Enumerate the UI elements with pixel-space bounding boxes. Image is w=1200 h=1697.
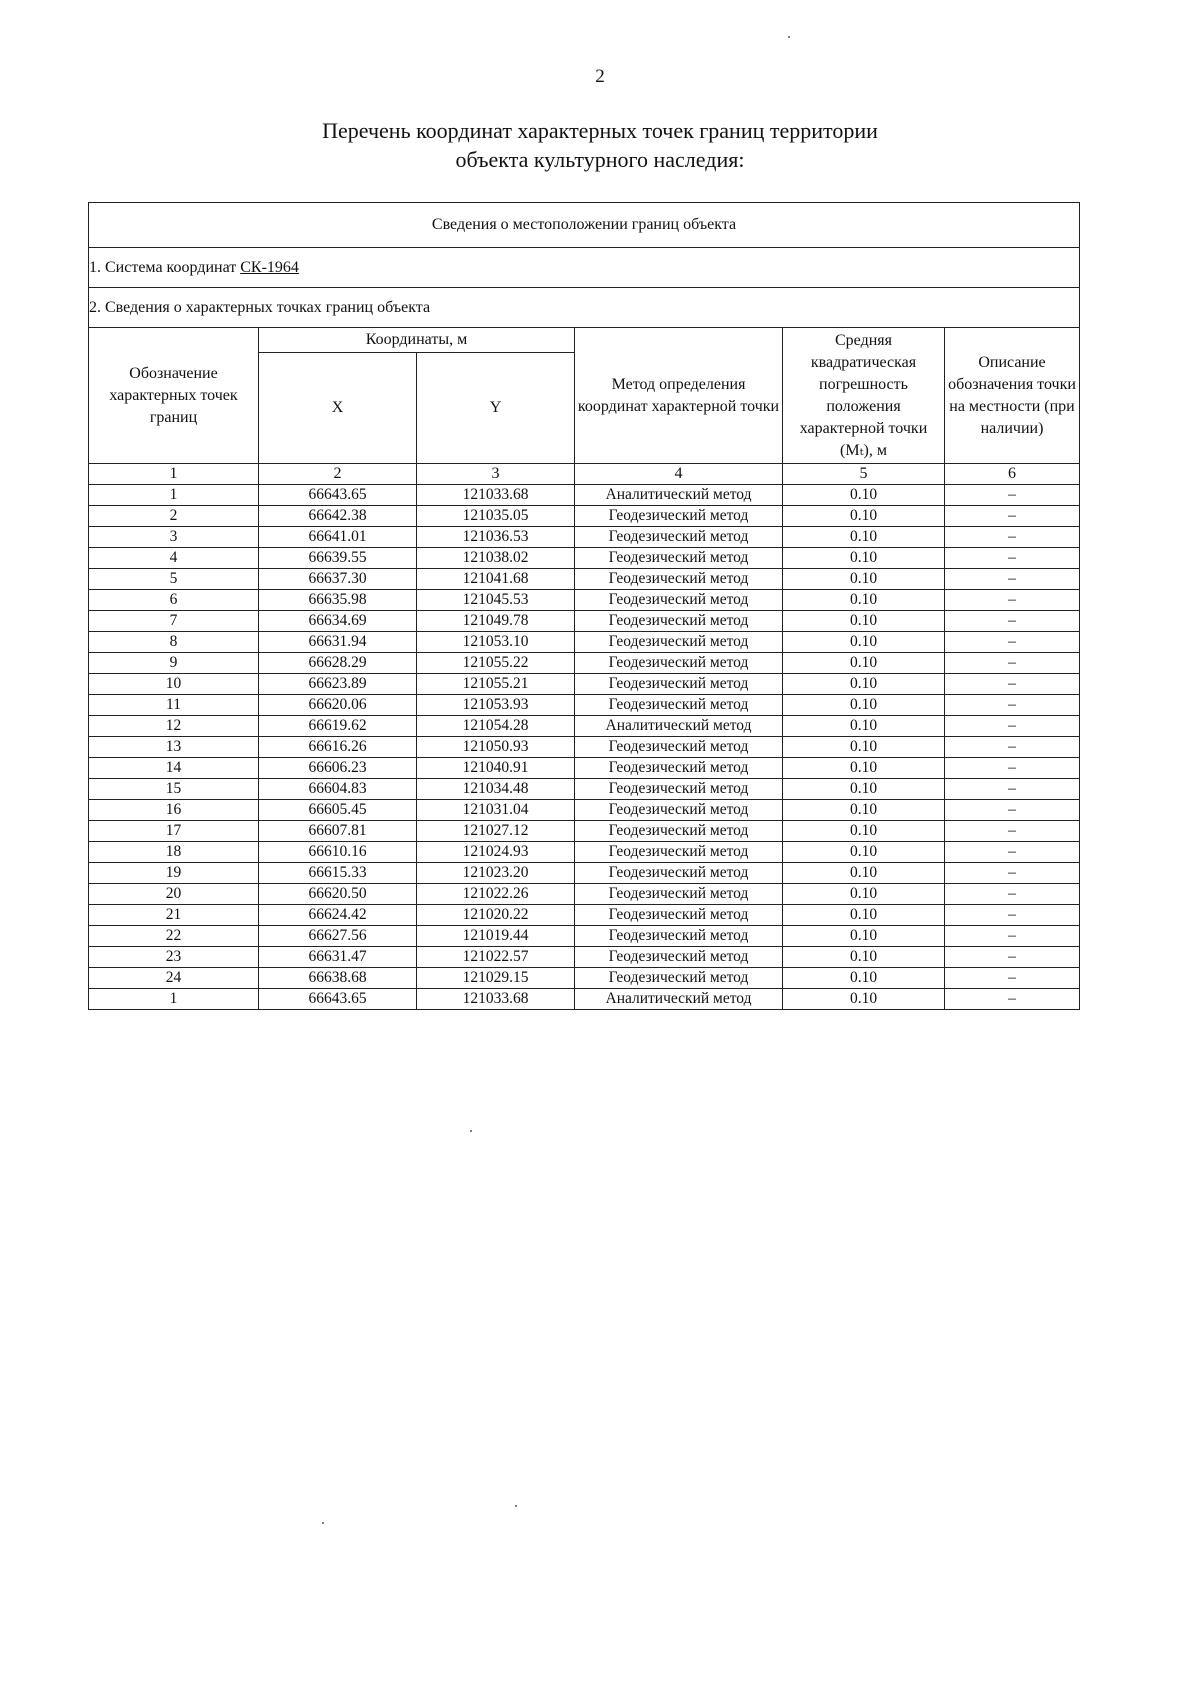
- method-cell: Геодезический метод: [575, 863, 783, 884]
- document-title: [0, 116, 1200, 174]
- table-body: [89, 485, 1080, 1010]
- point-number-cell: 6: [89, 590, 259, 611]
- scan-speck: [788, 36, 790, 38]
- method-cell: Геодезический метод: [575, 527, 783, 548]
- table-row: [89, 758, 1080, 779]
- description-cell: –: [945, 674, 1080, 695]
- y-coordinate-cell: 121024.93: [417, 842, 575, 863]
- table-row: [89, 905, 1080, 926]
- x-coordinate-cell: 66610.16: [259, 842, 417, 863]
- point-number-cell: 21: [89, 905, 259, 926]
- scan-speck: [470, 1130, 472, 1132]
- point-number-cell: 18: [89, 842, 259, 863]
- point-number-cell: 23: [89, 947, 259, 968]
- x-coordinate-cell: 66634.69: [259, 611, 417, 632]
- description-cell: –: [945, 485, 1080, 506]
- error-cell: 0.10: [783, 905, 945, 926]
- method-cell: Аналитический метод: [575, 989, 783, 1010]
- table-row: [89, 632, 1080, 653]
- method-cell: Геодезический метод: [575, 611, 783, 632]
- x-coordinate-cell: 66628.29: [259, 653, 417, 674]
- method-cell: Геодезический метод: [575, 968, 783, 989]
- method-cell: Геодезический метод: [575, 506, 783, 527]
- header-method: Метод определения координат характерной точки: [575, 328, 783, 464]
- error-cell: 0.10: [783, 590, 945, 611]
- error-cell: 0.10: [783, 947, 945, 968]
- method-cell: Геодезический метод: [575, 905, 783, 926]
- table-row: [89, 968, 1080, 989]
- description-cell: –: [945, 737, 1080, 758]
- point-number-cell: 20: [89, 884, 259, 905]
- error-cell: 0.10: [783, 758, 945, 779]
- y-coordinate-cell: 121050.93: [417, 737, 575, 758]
- description-cell: –: [945, 821, 1080, 842]
- method-cell: Геодезический метод: [575, 737, 783, 758]
- table-row: [89, 611, 1080, 632]
- point-number-cell: 2: [89, 506, 259, 527]
- x-coordinate-cell: 66619.62: [259, 716, 417, 737]
- header-designation: Обозначение характерных точек границ: [89, 328, 259, 464]
- y-coordinate-cell: 121033.68: [417, 485, 575, 506]
- x-coordinate-cell: 66620.06: [259, 695, 417, 716]
- y-coordinate-cell: 121022.26: [417, 884, 575, 905]
- method-cell: Геодезический метод: [575, 674, 783, 695]
- description-cell: –: [945, 947, 1080, 968]
- method-cell: Геодезический метод: [575, 926, 783, 947]
- y-coordinate-cell: 121053.93: [417, 695, 575, 716]
- error-cell: 0.10: [783, 653, 945, 674]
- point-number-cell: 15: [89, 779, 259, 800]
- error-cell: 0.10: [783, 569, 945, 590]
- description-cell: –: [945, 527, 1080, 548]
- table-row: [89, 821, 1080, 842]
- coord-system: [89, 248, 1080, 288]
- section-title: Сведения о местоположении границ объекта: [89, 203, 1080, 248]
- table-row: [89, 527, 1080, 548]
- method-cell: Аналитический метод: [575, 716, 783, 737]
- point-number-cell: 22: [89, 926, 259, 947]
- method-cell: Геодезический метод: [575, 800, 783, 821]
- description-cell: –: [945, 863, 1080, 884]
- point-number-cell: 24: [89, 968, 259, 989]
- description-cell: –: [945, 653, 1080, 674]
- table-row: [89, 926, 1080, 947]
- x-coordinate-cell: 66623.89: [259, 674, 417, 695]
- description-cell: –: [945, 590, 1080, 611]
- x-coordinate-cell: 66635.98: [259, 590, 417, 611]
- x-coordinate-cell: 66631.94: [259, 632, 417, 653]
- error-cell: 0.10: [783, 632, 945, 653]
- section-title-row: [89, 203, 1080, 248]
- coordinates-table: [88, 202, 1080, 1010]
- x-coordinate-cell: 66624.42: [259, 905, 417, 926]
- y-coordinate-cell: 121045.53: [417, 590, 575, 611]
- method-cell: Геодезический метод: [575, 821, 783, 842]
- error-cell: 0.10: [783, 695, 945, 716]
- y-coordinate-cell: 121040.91: [417, 758, 575, 779]
- column-number: 2: [259, 464, 417, 485]
- points-section-row: [89, 288, 1080, 328]
- x-coordinate-cell: 66606.23: [259, 758, 417, 779]
- error-cell: 0.10: [783, 926, 945, 947]
- error-cell: 0.10: [783, 611, 945, 632]
- table-row: [89, 737, 1080, 758]
- description-cell: –: [945, 779, 1080, 800]
- description-cell: –: [945, 884, 1080, 905]
- method-cell: Геодезический метод: [575, 947, 783, 968]
- method-cell: Геодезический метод: [575, 884, 783, 905]
- column-number: 1: [89, 464, 259, 485]
- method-cell: Геодезический метод: [575, 548, 783, 569]
- header-x: X: [259, 353, 417, 464]
- x-coordinate-cell: 66639.55: [259, 548, 417, 569]
- point-number-cell: 10: [89, 674, 259, 695]
- x-coordinate-cell: 66641.01: [259, 527, 417, 548]
- y-coordinate-cell: 121031.04: [417, 800, 575, 821]
- y-coordinate-cell: 121034.48: [417, 779, 575, 800]
- table-row: [89, 800, 1080, 821]
- table-row: [89, 590, 1080, 611]
- table-row: [89, 653, 1080, 674]
- column-number: 4: [575, 464, 783, 485]
- description-cell: –: [945, 611, 1080, 632]
- y-coordinate-cell: 121020.22: [417, 905, 575, 926]
- y-coordinate-cell: 121027.12: [417, 821, 575, 842]
- y-coordinate-cell: 121023.20: [417, 863, 575, 884]
- x-coordinate-cell: 66627.56: [259, 926, 417, 947]
- x-coordinate-cell: 66631.47: [259, 947, 417, 968]
- description-cell: –: [945, 800, 1080, 821]
- description-cell: –: [945, 758, 1080, 779]
- y-coordinate-cell: 121053.10: [417, 632, 575, 653]
- table-row: [89, 863, 1080, 884]
- table-row: [89, 569, 1080, 590]
- page-number: 2: [595, 66, 605, 87]
- table-row: [89, 884, 1080, 905]
- table-row: [89, 485, 1080, 506]
- table-row: [89, 842, 1080, 863]
- method-cell: Геодезический метод: [575, 758, 783, 779]
- point-number-cell: 16: [89, 800, 259, 821]
- method-cell: Геодезический метод: [575, 653, 783, 674]
- point-number-cell: 13: [89, 737, 259, 758]
- table-row: [89, 989, 1080, 1010]
- error-cell: 0.10: [783, 779, 945, 800]
- description-cell: –: [945, 548, 1080, 569]
- table-row: [89, 947, 1080, 968]
- error-cell: 0.10: [783, 842, 945, 863]
- description-cell: –: [945, 632, 1080, 653]
- x-coordinate-cell: 66620.50: [259, 884, 417, 905]
- point-number-cell: 1: [89, 485, 259, 506]
- error-cell: 0.10: [783, 884, 945, 905]
- column-number: 5: [783, 464, 945, 485]
- y-coordinate-cell: 121036.53: [417, 527, 575, 548]
- error-cell: 0.10: [783, 527, 945, 548]
- title-line-1: Перечень координат характерных точек границ территории: [322, 118, 878, 143]
- header-row-1: [89, 328, 1080, 353]
- method-cell: Аналитический метод: [575, 485, 783, 506]
- error-cell: 0.10: [783, 716, 945, 737]
- y-coordinate-cell: 121029.15: [417, 968, 575, 989]
- table-row: [89, 779, 1080, 800]
- y-coordinate-cell: 121049.78: [417, 611, 575, 632]
- description-cell: –: [945, 989, 1080, 1010]
- y-coordinate-cell: 121035.05: [417, 506, 575, 527]
- description-cell: –: [945, 926, 1080, 947]
- point-number-cell: 8: [89, 632, 259, 653]
- error-cell: 0.10: [783, 989, 945, 1010]
- table-row: [89, 716, 1080, 737]
- method-cell: Геодезический метод: [575, 842, 783, 863]
- y-coordinate-cell: 121054.28: [417, 716, 575, 737]
- y-coordinate-cell: 121022.57: [417, 947, 575, 968]
- coord-system-row: [89, 248, 1080, 288]
- scan-speck: [322, 1522, 324, 1524]
- description-cell: –: [945, 569, 1080, 590]
- x-coordinate-cell: 66637.30: [259, 569, 417, 590]
- description-cell: –: [945, 716, 1080, 737]
- y-coordinate-cell: 121055.22: [417, 653, 575, 674]
- table-row: [89, 695, 1080, 716]
- column-numbers-row: [89, 464, 1080, 485]
- y-coordinate-cell: 121033.68: [417, 989, 575, 1010]
- table-row: [89, 674, 1080, 695]
- column-number: 6: [945, 464, 1080, 485]
- y-coordinate-cell: 121041.68: [417, 569, 575, 590]
- error-cell: 0.10: [783, 506, 945, 527]
- description-cell: –: [945, 968, 1080, 989]
- point-number-cell: 5: [89, 569, 259, 590]
- y-coordinate-cell: 121019.44: [417, 926, 575, 947]
- x-coordinate-cell: 66616.26: [259, 737, 417, 758]
- y-coordinate-cell: 121038.02: [417, 548, 575, 569]
- point-number-cell: 4: [89, 548, 259, 569]
- description-cell: –: [945, 905, 1080, 926]
- method-cell: Геодезический метод: [575, 695, 783, 716]
- points-section-title: 2. Сведения о характерных точках границ объекта: [89, 288, 1080, 328]
- header-description: Описание обозначения точки на местности (при наличии): [945, 328, 1080, 464]
- point-number-cell: 7: [89, 611, 259, 632]
- y-coordinate-cell: 121055.21: [417, 674, 575, 695]
- point-number-cell: 14: [89, 758, 259, 779]
- x-coordinate-cell: 66643.65: [259, 989, 417, 1010]
- coord-system-value: СК-1964: [240, 258, 299, 276]
- method-cell: Геодезический метод: [575, 569, 783, 590]
- x-coordinate-cell: 66604.83: [259, 779, 417, 800]
- description-cell: –: [945, 842, 1080, 863]
- header-error: Средняя квадратическая погрешность положения характерной точки (Mₜ), м: [783, 328, 945, 464]
- error-cell: 0.10: [783, 968, 945, 989]
- error-cell: 0.10: [783, 548, 945, 569]
- x-coordinate-cell: 66605.45: [259, 800, 417, 821]
- x-coordinate-cell: 66638.68: [259, 968, 417, 989]
- method-cell: Геодезический метод: [575, 632, 783, 653]
- error-cell: 0.10: [783, 800, 945, 821]
- table-row: [89, 506, 1080, 527]
- point-number-cell: 1: [89, 989, 259, 1010]
- x-coordinate-cell: 66615.33: [259, 863, 417, 884]
- header-coordinates: Координаты, м: [259, 328, 575, 353]
- x-coordinate-cell: 66607.81: [259, 821, 417, 842]
- x-coordinate-cell: 66642.38: [259, 506, 417, 527]
- description-cell: –: [945, 506, 1080, 527]
- title-line-2: объекта культурного наследия:: [455, 147, 745, 172]
- scan-speck: [515, 1505, 517, 1507]
- point-number-cell: 12: [89, 716, 259, 737]
- error-cell: 0.10: [783, 674, 945, 695]
- description-cell: –: [945, 695, 1080, 716]
- point-number-cell: 3: [89, 527, 259, 548]
- coord-system-label: 1. Система координат: [89, 258, 241, 276]
- x-coordinate-cell: 66643.65: [259, 485, 417, 506]
- column-number: 3: [417, 464, 575, 485]
- error-cell: 0.10: [783, 821, 945, 842]
- table-row: [89, 548, 1080, 569]
- error-cell: 0.10: [783, 737, 945, 758]
- point-number-cell: 17: [89, 821, 259, 842]
- method-cell: Геодезический метод: [575, 779, 783, 800]
- header-y: Y: [417, 353, 575, 464]
- point-number-cell: 9: [89, 653, 259, 674]
- point-number-cell: 19: [89, 863, 259, 884]
- error-cell: 0.10: [783, 863, 945, 884]
- point-number-cell: 11: [89, 695, 259, 716]
- error-cell: 0.10: [783, 485, 945, 506]
- method-cell: Геодезический метод: [575, 590, 783, 611]
